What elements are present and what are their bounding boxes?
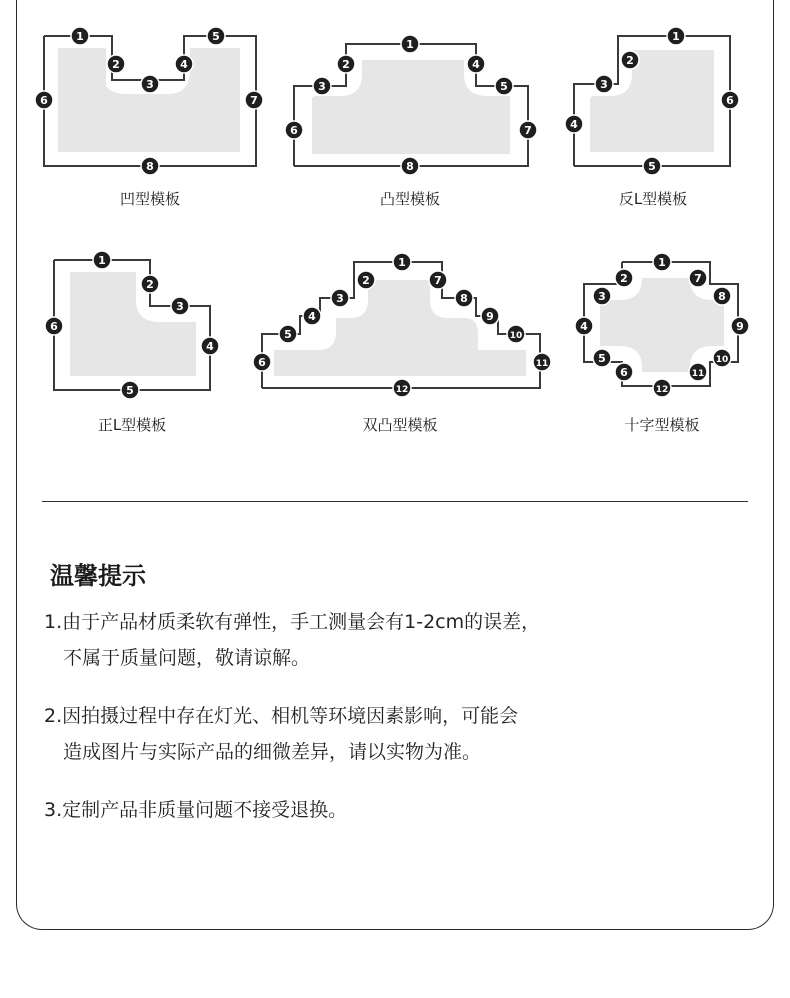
badge-number: 1 [76, 30, 84, 43]
badge-number: 2 [112, 58, 120, 71]
badge-number: 4 [206, 340, 214, 353]
badge-number: 5 [500, 80, 508, 93]
number-badge [401, 35, 419, 53]
badge-number: 6 [50, 320, 58, 333]
badge-number: 3 [318, 80, 326, 93]
badge-number: 3 [336, 292, 344, 305]
tip-1-line-2: 不属于质量问题，敬请谅解。 [63, 647, 311, 669]
number-badge [141, 157, 159, 175]
badge-number: 1 [406, 38, 414, 51]
number-badge [481, 307, 499, 325]
template-name: 十字型模板 [624, 416, 700, 434]
number-badge [653, 253, 671, 271]
number-badge [615, 269, 633, 287]
template-name: 反L型模板 [618, 190, 688, 208]
number-badge [45, 317, 63, 335]
number-badge [595, 75, 613, 93]
number-badge [615, 363, 633, 381]
template-name: 凹型模板 [119, 190, 180, 208]
number-badge [357, 271, 375, 289]
badge-number: 6 [290, 124, 298, 137]
number-badge [107, 55, 125, 73]
badge-number: 2 [342, 58, 350, 71]
number-badge [331, 289, 349, 307]
tip-2 [44, 698, 518, 770]
number-badge [141, 275, 159, 293]
number-badge [575, 317, 593, 335]
number-badge [279, 325, 297, 343]
number-badge [71, 27, 89, 45]
tip-1-line-1: 1.由于产品材质柔软有弹性，手工测量会有1-2cm的误差， [44, 611, 541, 633]
number-badge [253, 353, 271, 371]
tip-3 [44, 792, 347, 828]
number-badge [171, 297, 189, 315]
badge-number: 2 [362, 274, 370, 287]
badge-number: 8 [718, 290, 726, 303]
badge-number: 4 [472, 58, 480, 71]
badge-number: 3 [176, 300, 184, 313]
badge-number: 4 [580, 320, 588, 333]
badge-number: 12 [655, 385, 669, 395]
number-badge [643, 157, 661, 175]
badge-number: 7 [524, 124, 532, 137]
number-badge [285, 121, 303, 139]
number-badge [175, 55, 193, 73]
number-badge [621, 51, 639, 69]
number-badge [507, 325, 525, 343]
badge-number: 8 [146, 160, 154, 173]
number-badge [565, 115, 583, 133]
divider [42, 501, 748, 502]
number-badge [393, 379, 411, 397]
badge-number: 9 [486, 310, 494, 323]
tip-2-line-1: 2.因拍摄过程中存在灯光、相机等环境因素影响，可能会 [44, 705, 519, 727]
number-badge [393, 253, 411, 271]
badge-number: 2 [620, 272, 628, 285]
tip-2-line-2: 造成图片与实际产品的细微差异，请以实物为准。 [63, 741, 482, 763]
badge-number: 6 [620, 366, 628, 379]
badge-number: 1 [98, 254, 106, 267]
badge-number: 6 [258, 356, 266, 369]
badge-number: 6 [726, 94, 734, 107]
number-badge [667, 27, 685, 45]
number-badge [429, 271, 447, 289]
badge-number: 10 [715, 355, 729, 365]
number-badge [731, 317, 749, 335]
number-badge [653, 379, 671, 397]
badge-number: 10 [509, 331, 523, 341]
badge-number: 1 [658, 256, 666, 269]
number-badge [495, 77, 513, 95]
template-name: 正L型模板 [97, 416, 167, 434]
badge-number: 12 [395, 385, 409, 395]
tip-3-line-1: 3.定制产品非质量问题不接受退换。 [44, 799, 348, 821]
badge-number: 4 [570, 118, 578, 131]
badge-number: 7 [250, 94, 258, 107]
tips-title: 温馨提示 [50, 562, 146, 590]
badge-number: 5 [212, 30, 220, 43]
badge-number: 7 [434, 274, 442, 287]
badge-number: 2 [146, 278, 154, 291]
badge-number: 3 [598, 290, 606, 303]
number-badge [93, 251, 111, 269]
number-badge [713, 349, 731, 367]
template-name: 双凸型模板 [362, 416, 438, 434]
tip-1 [44, 604, 540, 676]
number-badge [245, 91, 263, 109]
badge-number: 5 [284, 328, 292, 341]
number-badge [35, 91, 53, 109]
badge-number: 2 [626, 54, 634, 67]
badge-number: 4 [308, 310, 316, 323]
number-badge [207, 27, 225, 45]
badge-number: 3 [146, 78, 154, 91]
badge-number: 4 [180, 58, 188, 71]
badge-number: 1 [672, 30, 680, 43]
badge-number: 8 [406, 160, 414, 173]
number-badge [721, 91, 739, 109]
badge-number: 11 [535, 359, 549, 369]
number-badge [455, 289, 473, 307]
badge-number: 7 [694, 272, 702, 285]
number-badge [593, 349, 611, 367]
badge-number: 5 [126, 384, 134, 397]
number-badges [0, 0, 790, 460]
number-badge [689, 363, 707, 381]
number-badge [337, 55, 355, 73]
badge-number: 11 [691, 369, 705, 379]
number-badge [201, 337, 219, 355]
number-badge [467, 55, 485, 73]
number-badge [593, 287, 611, 305]
number-badge [401, 157, 419, 175]
badge-number: 9 [736, 320, 744, 333]
badge-number: 5 [598, 352, 606, 365]
badge-number: 5 [648, 160, 656, 173]
template-name: 凸型模板 [379, 190, 440, 208]
number-badge [713, 287, 731, 305]
badge-number: 8 [460, 292, 468, 305]
number-badge [313, 77, 331, 95]
number-badge [533, 353, 551, 371]
number-badge [121, 381, 139, 399]
badge-number: 6 [40, 94, 48, 107]
badge-number: 1 [398, 256, 406, 269]
number-badge [689, 269, 707, 287]
badge-number: 3 [600, 78, 608, 91]
number-badge [519, 121, 537, 139]
number-badge [141, 75, 159, 93]
number-badge [303, 307, 321, 325]
